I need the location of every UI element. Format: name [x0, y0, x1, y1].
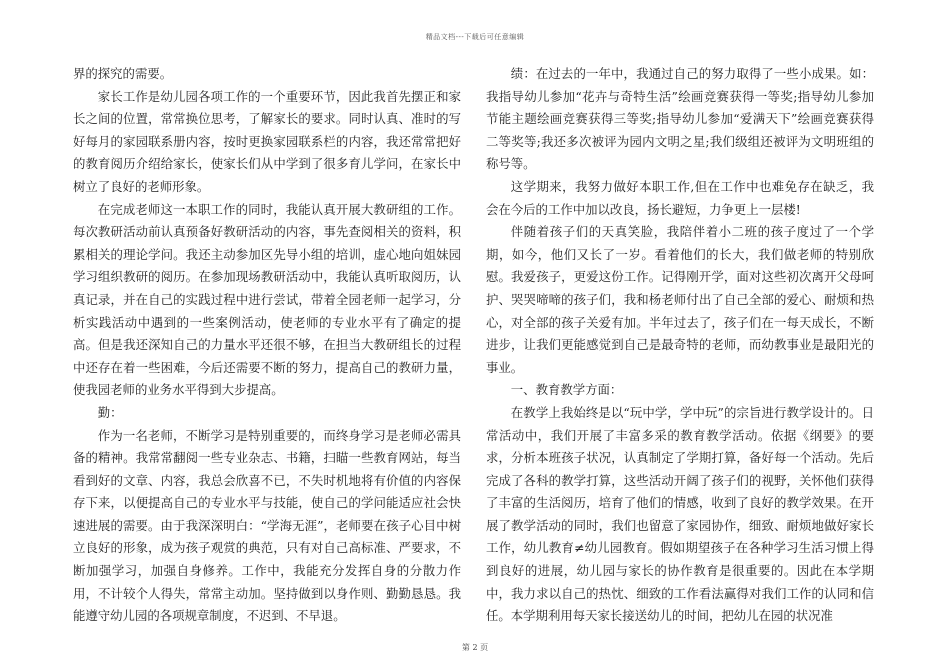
right-column [486, 63, 874, 628]
left-column [73, 63, 461, 628]
page-header: 精品文档---下载后可任意编辑 [425, 33, 525, 41]
paragraph: 在教学上我始终是以“玩中学，学中玩”的宗旨进行教学设计的。日常活动中，我们开展了丰富多采的教育教学活动。依据《纲要》的要求，分析本班孩子状况，认真制定了学期打算，备好每一个活动。先后完成了各科的教学打算，这些活动开阔了孩子们的视野，关怀他们获得了丰富的生活阅历，培育了他们的情感，收到了良好的教学效果。在开展了教学活动的同时，我们也留意了家园协作，细致、耐烦地做好家长工作，幼儿教育≠幼儿园教育。假如期望孩子在各种学习生活习惯上得到良好的进展，幼儿园与家长的协作教育是很重要的。因此在本学期中，我力求以自己的热忱、细致的工作看法赢得对我们工作的认同和信任。本学期利用每天家长接送幼儿的时间，把幼儿在园的状况准 [486, 404, 874, 624]
paragraph: 界的探究的需要。 [73, 66, 173, 81]
section-label: 勤： [97, 404, 123, 420]
section-heading: 一、教育教学方面： [510, 382, 623, 398]
paragraph: 伴随着孩子们的天真笑脸，我陪伴着小二班的孩子度过了一个学期，如今，他们又长了一岁。看着他们的长大，我们做老师的特别欣慰。我爱孩子，更爱这份工作。记得刚开学，面对这些初次离开父母呵护、哭哭啼啼的孩子们，我和杨老师付出了自己全部的爱心、耐烦和热心，对全部的孩子关爱有加。半年过去了，孩子们在一每天成长，不断进步，让我们更能感觉到自己是最奇特的老师，而幼教事业是最阳光的事业。 [486, 224, 874, 375]
paragraph: 这学期来，我努力做好本职工作,但在工作中也难免存在缺乏，我会在今后的工作中加以改良，扬长避短，力争更上一层楼! [486, 178, 874, 217]
paragraph: 作为一名老师，不断学习是特别重要的，而终身学习是老师必需具备的精神。我常常翻阅一些专业杂志、书籍，扫瞄一些教育网站，每当看到好的文章、内容，我总会欣喜不已，不失时机地将有价值的内容保存下来，以便提高自己的专业水平与技能，使自己的学问能适应社会快速进展的需要。由于我深深明白：“学海无涯”，老师要在孩子心目中树立良好的形象，成为孩子观赏的典范，只有对自己高标准、严要求，不断加强学习，加强自身修养。工作中，我能充分发挥自身的分散力作用，不计较个人得失，常常主动加。坚持做到以身作则、勤勤恳恳。我能遵守幼儿园的各项规章制度，不迟到、不早退。 [73, 427, 461, 624]
paragraph: 绩：在过去的一年中，我通过自己的努力取得了一些小成果。如：我指导幼儿参加“花卉与奇特生活”绘画竞赛获得一等奖;指导幼儿参加节能主题绘画竞赛获得三等奖;指导幼儿参加“爱满天下”绘画竞赛获得二等奖等;我还多次被评为园内文明之星;我们级组还被评为文明班组的称号等。 [486, 66, 874, 172]
paragraph: 在完成老师这一本职工作的同时，我能认真开展大教研组的工作。每次教研活动前认真预备好教研活动的内容，事先查阅相关的资料，积累相关的理论学问。我还主动参加区先导小组的培训，虚心地向姐妹园学习组织教研的阅历。在参加现场教研活动中，我能认真听取阅历，认真记录，并在自己的实践过程中进行尝试，带着全园老师一起学习，分析实践活动中遇到的一些案例活动，使老师的专业水平有了确定的提高。但是我还深知自己的力量水平还很不够，在担当大教研组长的过程中还存在着一些困难，今后还需要不断的努力，提高自己的教研力量，使我园老师的业务水平得到大步提高。 [73, 201, 461, 398]
page-number: 第 2 页 [461, 643, 489, 652]
paragraph: 家长工作是幼儿园各项工作的一个重要环节，因此我首先摆正和家长之间的位置，常常换位思考，了解家长的要求。同时认真、准时的写好每月的家园联系册内容，按时更换家园联系栏的内容，我还常常把好的教育阅历介绍给家长，使家长们从中学到了很多育儿学问，在家长中树立了良好的老师形象。 [73, 88, 461, 194]
